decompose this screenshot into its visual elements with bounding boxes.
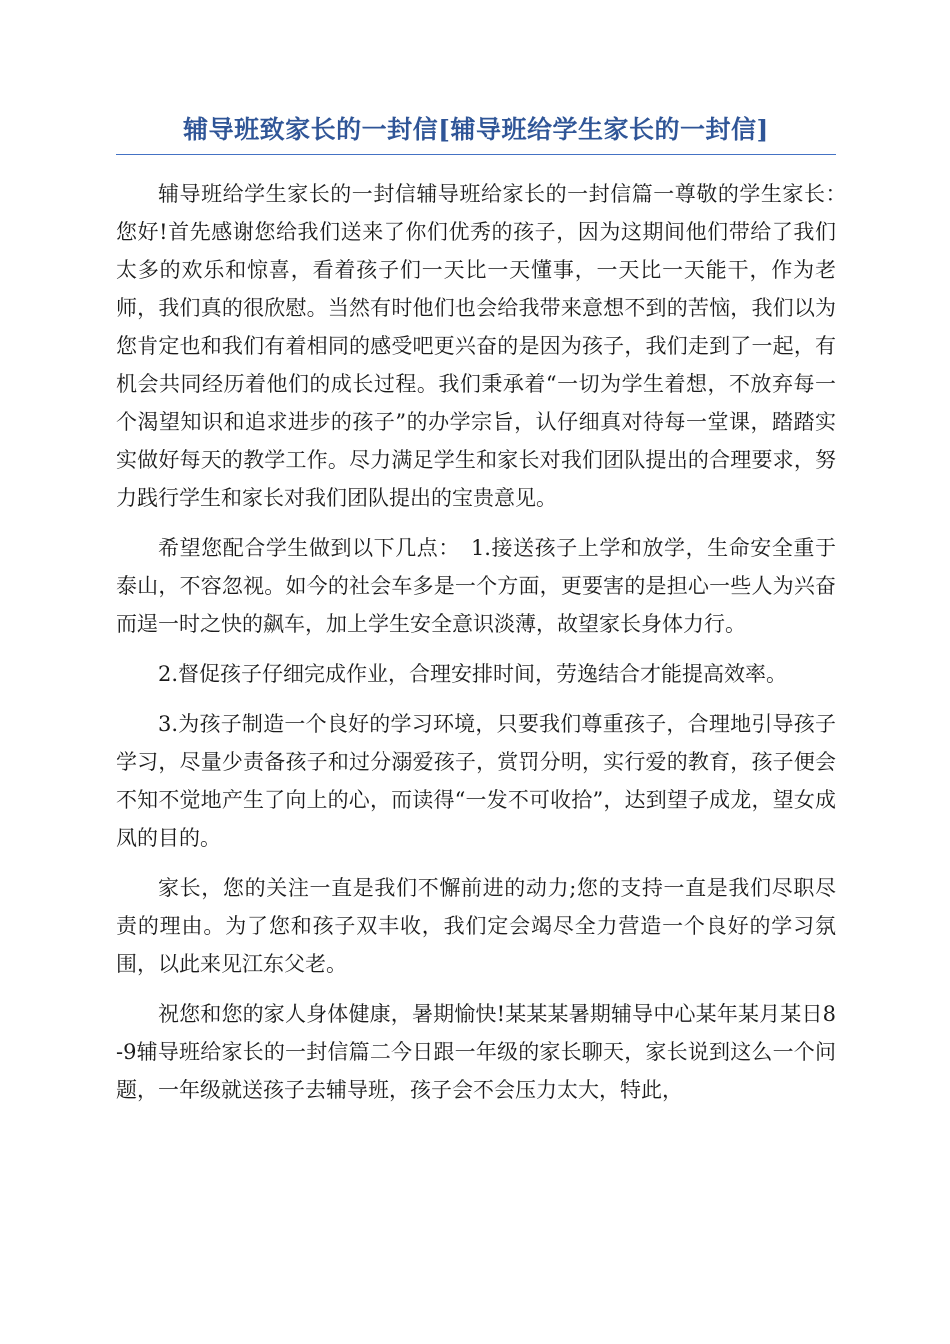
- document-body: [116, 175, 864, 1109]
- paragraph-5: 家长，您的关注一直是我们不懈前进的动力;您的支持一直是我们尽职尽责的理由。为了您和孩子双丰收，我们定会竭尽全力营造一个良好的学习氛围，以此来见江东父老。: [116, 876, 836, 976]
- paragraph-4: 3.为孩子制造一个良好的学习环境，只要我们尊重孩子，合理地引导孩子学习，尽量少责备孩子和过分溺爱孩子，赏罚分明，实行爱的教育，孩子便会不知不觉地产生了向上的心，而读得“一发不可收拾”，达到望子成龙，望女成凤的目的。: [116, 712, 836, 850]
- paragraph-6: 祝您和您的家人身体健康，暑期愉快!某某某暑期辅导中心某年某月某日8-9辅导班给家长的一封信篇二今日跟一年级的家长聊天，家长说到这么一个问题，一年级就送孩子去辅导班，孩子会不会压力太大，特此，: [116, 1002, 836, 1102]
- paragraph-1: 辅导班给学生家长的一封信辅导班给家长的一封信篇一尊敬的学生家长： 您好!首先感谢您给我们送来了你们优秀的孩子，因为这期间他们带给了我们太多的欢乐和惊喜，看着孩子们一天比一天懂事，一天比一天能干，作为老师，我们真的很欣慰。当然有时他们也会给我带来意想不到的苦恼，我们以为您肯定也和我们有着相同的感受吧更兴奋的是因为孩子，我们走到了一起，有机会共同经历着他们的成长过程。我们秉承着“一切为学生着想，不放弃每一个渴望知识和追求进步的孩子”的办学宗旨，认仔细真对待每一堂课，踏踏实实做好每天的教学工作。尽力满足学生和家长对我们团队提出的合理要求，努力践行学生和家长对我们团队提出的宝贵意见。: [116, 182, 864, 510]
- paragraph-3: 2.督促孩子仔细完成作业，合理安排时间，劳逸结合才能提高效率。: [158, 662, 788, 686]
- document-title: 辅导班致家长的一封信[辅导班给学生家长的一封信]: [116, 110, 836, 155]
- paragraph-2: 希望您配合学生做到以下几点： 1.接送孩子上学和放学，生命安全重于泰山，不容忽视。如今的社会车多是一个方面，更要害的是担心一些人为兴奋而逞一时之快的飙车，加上学生安全意识淡薄，故望家长身体力行。: [116, 536, 836, 636]
- document-page: [116, 110, 864, 1121]
